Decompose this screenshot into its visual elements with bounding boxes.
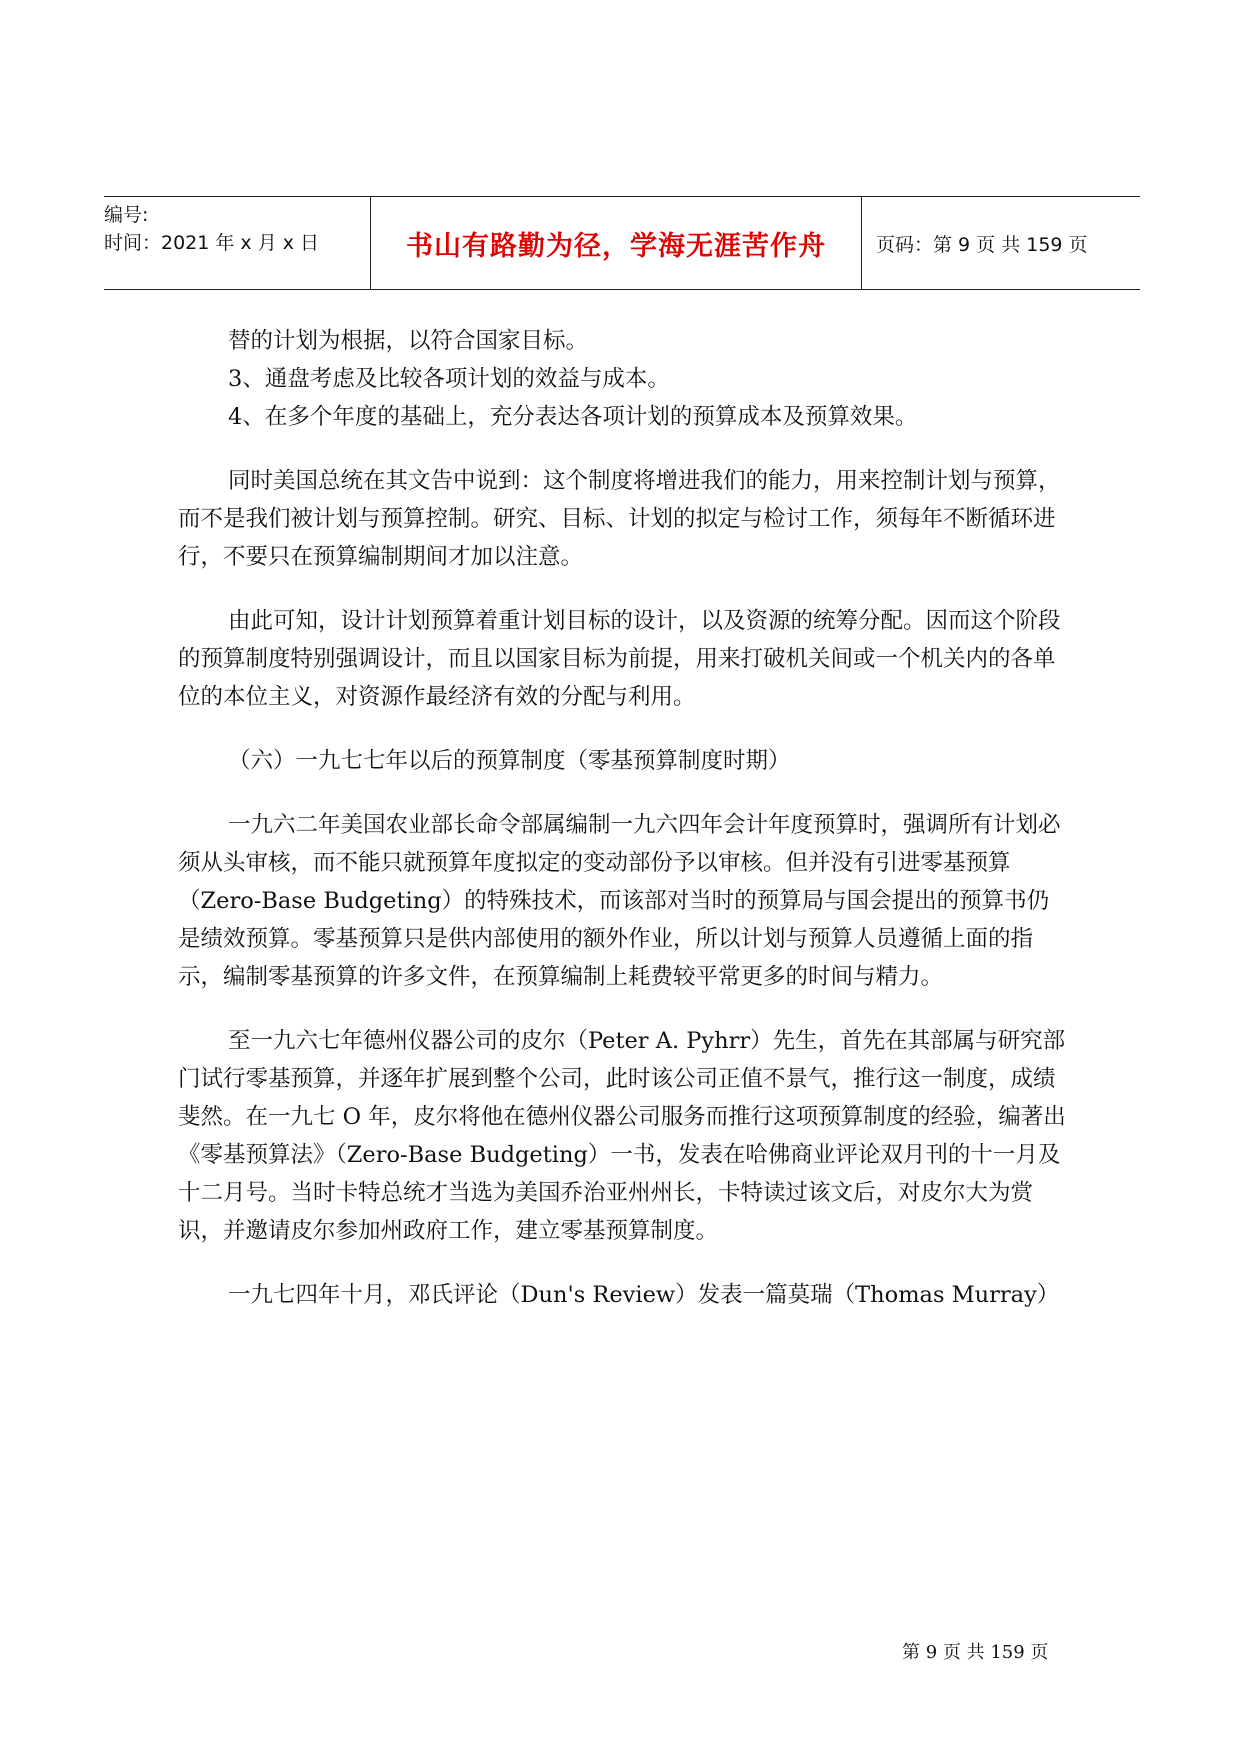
paragraph-1: 替的计划为根据，以符合国家目标。 (228, 328, 589, 354)
page-footer: 第 9 页 共 159 页 (902, 1642, 1049, 1663)
list-item-3: 3、通盘考虑及比较各项计划的效益与成本。 (228, 366, 670, 392)
paragraph-1974: 一九七四年十月，邓氏评论（Dun's Review）发表一篇莫瑞（Thomas Murray） (228, 1282, 1060, 1308)
header-page-code: 页码：第 9 页 共 159 页 (876, 233, 1088, 256)
paragraph-1962: 一九六二年美国农业部长命令部属编制一九六四年会计年度预算时，强调所有计划必须从头审核，而不能只就预算年度拟定的变动部份予以审核。但并没有引进零基预算（Zero-Base Budgeting）的特殊技术，而该部对当时的预算局与国会提出的预算书仍是绩效预算。零基预算只是供内部使用的额外作业，所以计划与预算人员遵循上面的指示，编制零基预算的许多文件，在预算编制上耗费较平常更多的时间与精力。 (178, 812, 1061, 990)
paragraph-president: 同时美国总统在其文告中说到：这个制度将增进我们的能力，用来控制计划与预算，而不是我们被计划与预算控制。研究、目标、计划的拟定与检讨工作，须每年不断循环进行，不要只在预算编制期间才加以注意。 (178, 468, 1061, 570)
paragraph-1967: 至一九六七年德州仪器公司的皮尔（Peter A. Pyhrr）先生，首先在其部属与研究部门试行零基预算，并逐年扩展到整个公司，此时该公司正值不景气，推行这一制度，成绩斐然。在一九七 O 年，皮尔将他在德州仪器公司服务而推行这项预算制度的经验，编著出《零基预算法》（Zero-Base Budgeting）一书，发表在哈佛商业评论双月刊的十一月及十二月号。当时卡特总统才当选为美国乔治亚州州长，卡特读过该文后，对皮尔大为赏识，并邀请皮尔参加州政府工作，建立零基预算制度。 (178, 1028, 1066, 1244)
number-label: 编号: (104, 204, 149, 226)
document-body (178, 322, 1068, 1314)
header-meta (104, 197, 370, 289)
time-label: 时间：2021 年 x 月 x 日 (104, 232, 320, 254)
paragraph-summary: 由此可知，设计计划预算着重计划目标的设计，以及资源的统筹分配。因而这个阶段的预算制度特别强调设计，而且以国家目标为前提，用来打破机关间或一个机关内的各单位的本位主义，对资源作最经济有效的分配与利用。 (178, 608, 1061, 710)
page-header (104, 196, 1140, 290)
header-motto: 书山有路勤为径，学海无涯苦作舟 (370, 197, 862, 289)
list-item-4: 4、在多个年度的基础上，充分表达各项计划的预算成本及预算效果。 (228, 404, 918, 430)
section-heading-6: （六）一九七七年以后的预算制度（零基预算制度时期） (228, 748, 791, 774)
